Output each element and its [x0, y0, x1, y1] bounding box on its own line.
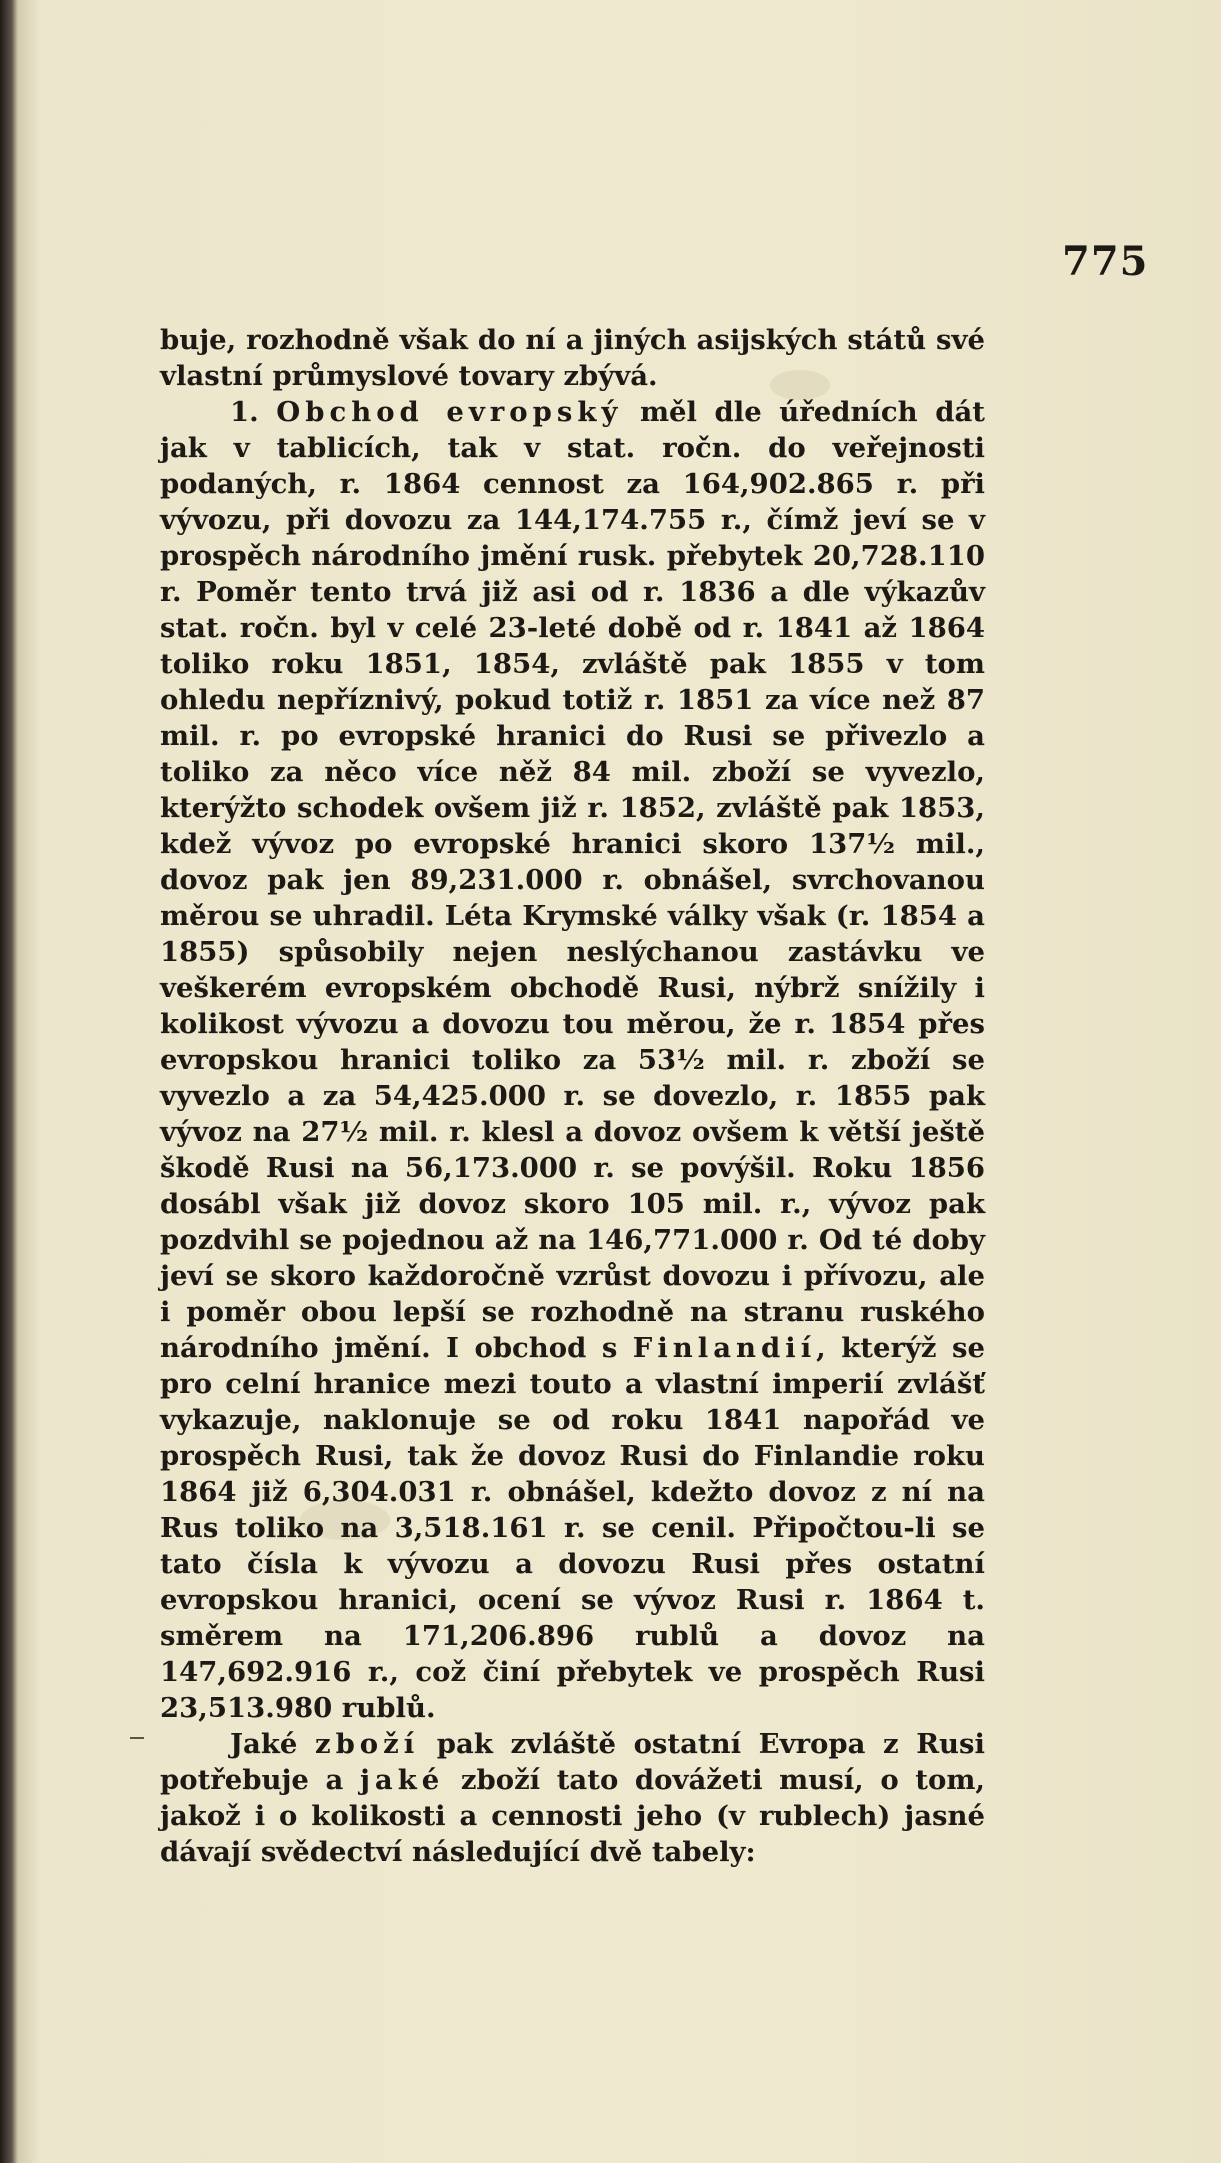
margin-dash-mark	[130, 1737, 144, 1739]
emphasized-word-finland: Finlandií	[632, 1332, 817, 1364]
text-run: zboží tato dovážeti musí, o tom, jakož i o kolikosti a cennosti jeho (v rublech) jasné dávají svědectví následující dvě tabely:	[160, 1764, 985, 1868]
text-run: pak zvláště ostatní Evropa z Rusi potřebuje a	[160, 1728, 985, 1796]
section-heading: Obchod evropský	[276, 396, 623, 428]
page-number: 775	[1062, 238, 1149, 285]
paragraph-goods-tables	[160, 1726, 985, 1870]
emphasized-word-jake: jaké	[359, 1764, 445, 1796]
paragraph-text-continued: , kterýž se pro celní hranice mezi touto a vlastní imperií zvlášť vykazuje, naklonuje se od roku 1841 napořád ve prospěch Rusi, tak že dovoz Rusi do Finlandie roku 1864 již 6,304.031 r. obnášel, kdežto dovoz z ní na Rus toliko na 3,518.161 r. se cenil. Připočtou-li se tato čísla k vývozu a dovozu Rusi přes ostatní evropskou hranici, ocení se vývoz Rusi r. 1864 t. směrem na 171,206.896 rublů a dovoz na 147,692.916 r., což činí přebytek ve prospěch Rusi 23,513.980 rublů.	[160, 1332, 985, 1724]
paragraph-european-trade	[160, 394, 985, 1726]
book-spine-shadow	[0, 0, 18, 2163]
main-text	[160, 322, 985, 1870]
emphasized-word-zbozi: zboží	[314, 1728, 420, 1760]
section-number: 1.	[230, 396, 277, 428]
text-run: Jaké	[230, 1728, 315, 1760]
paragraph-continuation: buje, rozhodně však do ní a jiných asijských států své vlastní průmyslové tovary zbývá.	[160, 324, 985, 392]
paragraph-text: měl dle úředních dát jak v tablicích, tak v stat. ročn. do veřejnosti podaných, r. 1864 cennost za 164,902.865 r. při vývozu, při dovozu za 144,174.755 r., čímž jeví se v prospěch národního jmění rusk. přebytek 20,728.110 r. Poměr tento trvá již asi od r. 1836 a dle výkazův stat. ročn. byl v celé 23-leté době od r. 1841 až 1864 toliko roku 1851, 1854, zvláště pak 1855 v tom ohledu nepříznivý, pokud totiž r. 1851 za více než 87 mil. r. po evropské hranici do Rusi se přivezlo a toliko za něco více něž 84 mil. zboží se vyvezlo, kterýžto schodek ovšem již r. 1852, zvláště pak 1853, kdež vývoz po evropské hranici skoro 137½ mil., dovoz pak jen 89,231.000 r. obnášel, svrchovanou měrou se uhradil. Léta Krymské války však (r. 1854 a 1855) spůsobily nejen neslýchanou zastávku ve veškerém evropském obchodě Rusi, nýbrž snížily i kolikost vývozu a dovozu tou měrou, že r. 1854 přes evropskou hranici toliko za 53½ mil. r. zboží se vyvezlo a za 54,425.000 r. se dovezlo, r. 1855 pak vývoz na 27½ mil. r. klesl a dovoz ovšem k větší ještě škodě Rusi na 56,173.000 r. se povýšil. Roku 1856 dosábl však již dovoz skoro 105 mil. r., vývoz pak pozdvihl se pojednou až na 146,771.000 r. Od té doby jeví se skoro každoročně vzrůst dovozu i přívozu, ale i poměr obou lepší se rozhodně na stranu ruského národního jmění. I obchod s	[160, 396, 985, 1364]
